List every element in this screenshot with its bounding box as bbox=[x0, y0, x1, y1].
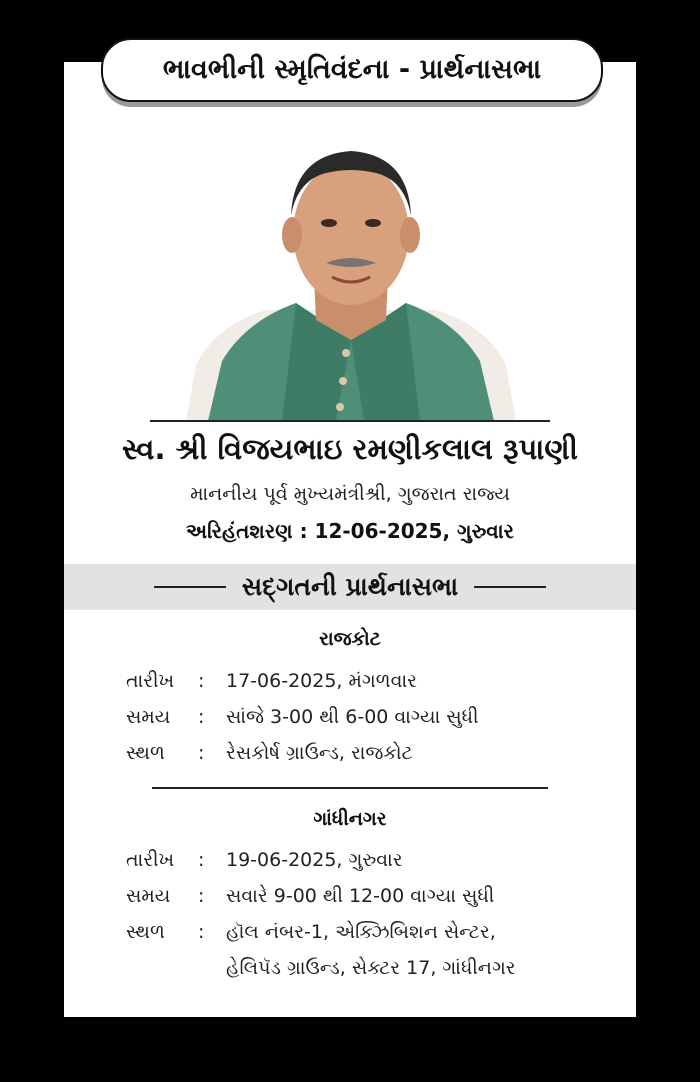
date-label: તારીખ bbox=[126, 849, 175, 871]
section-band bbox=[64, 564, 636, 610]
venue-2-date-row bbox=[126, 849, 403, 871]
colon: : bbox=[198, 921, 205, 943]
section-title: સદ્ગતની પ્રાર્થનાસભા bbox=[241, 572, 459, 601]
time-label: સમય bbox=[126, 706, 171, 728]
colon: : bbox=[198, 885, 205, 907]
venue-2-place-row bbox=[126, 921, 496, 943]
venue-divider bbox=[152, 787, 548, 789]
colon: : bbox=[198, 670, 205, 692]
colon: : bbox=[198, 706, 205, 728]
band-line-right bbox=[474, 586, 546, 588]
venue-1-place: રેસકોર્ષ ગ્રાઉન્ડ, રાજકોટ bbox=[226, 742, 413, 764]
date-label: તારીખ bbox=[126, 670, 175, 692]
venue-1-place-row bbox=[126, 742, 413, 764]
person-designation: માનનીય પૂર્વ મુખ્યમંત્રીશ્રી, ગુજરાત રાજ્ય bbox=[190, 483, 510, 505]
venue-2-city: ગાંધીનગર bbox=[313, 808, 387, 830]
colon: : bbox=[198, 849, 205, 871]
header-title: ભાવભીની સ્મૃતિવંદના - પ્રાર્થનાસભા bbox=[101, 38, 603, 102]
venue-2-place-line2: હેલિપૅડ ગ્રાઉન્ડ, સેક્ટર 17, ગાંધીનગર bbox=[226, 957, 516, 979]
venue-1-time-row bbox=[126, 706, 479, 728]
passing-date: અરિહંતશરણ : 12-06-2025, ગુરુવાર bbox=[185, 519, 514, 543]
venue-1-date: 17-06-2025, મંગળવાર bbox=[226, 670, 417, 692]
venue-2-date: 19-06-2025, ગુરુવાર bbox=[226, 849, 403, 871]
place-label: સ્થળ bbox=[126, 921, 165, 943]
portrait-divider bbox=[150, 420, 550, 422]
venue-2-place: હૉલ નંબર-1, એક્ઝિબિશન સેન્ટર, bbox=[226, 921, 496, 943]
venue-2-time-row bbox=[126, 885, 494, 907]
portrait-photo bbox=[186, 125, 516, 421]
venue-1-city: રાજકોટ bbox=[319, 628, 381, 650]
colon: : bbox=[198, 742, 205, 764]
band-line-left bbox=[154, 586, 226, 588]
venue-2-time: સવારે 9-00 થી 12-00 વાગ્યા સુધી bbox=[226, 885, 495, 907]
place-label: સ્થળ bbox=[126, 742, 165, 764]
venue-1-time: સાંજે 3-00 થી 6-00 વાગ્યા સુધી bbox=[226, 706, 479, 728]
venue-1-date-row bbox=[126, 670, 417, 692]
person-name: સ્વ. શ્રી વિજયભાઇ રમણીકલાલ રૂપાણી bbox=[122, 432, 578, 466]
time-label: સમય bbox=[126, 885, 171, 907]
